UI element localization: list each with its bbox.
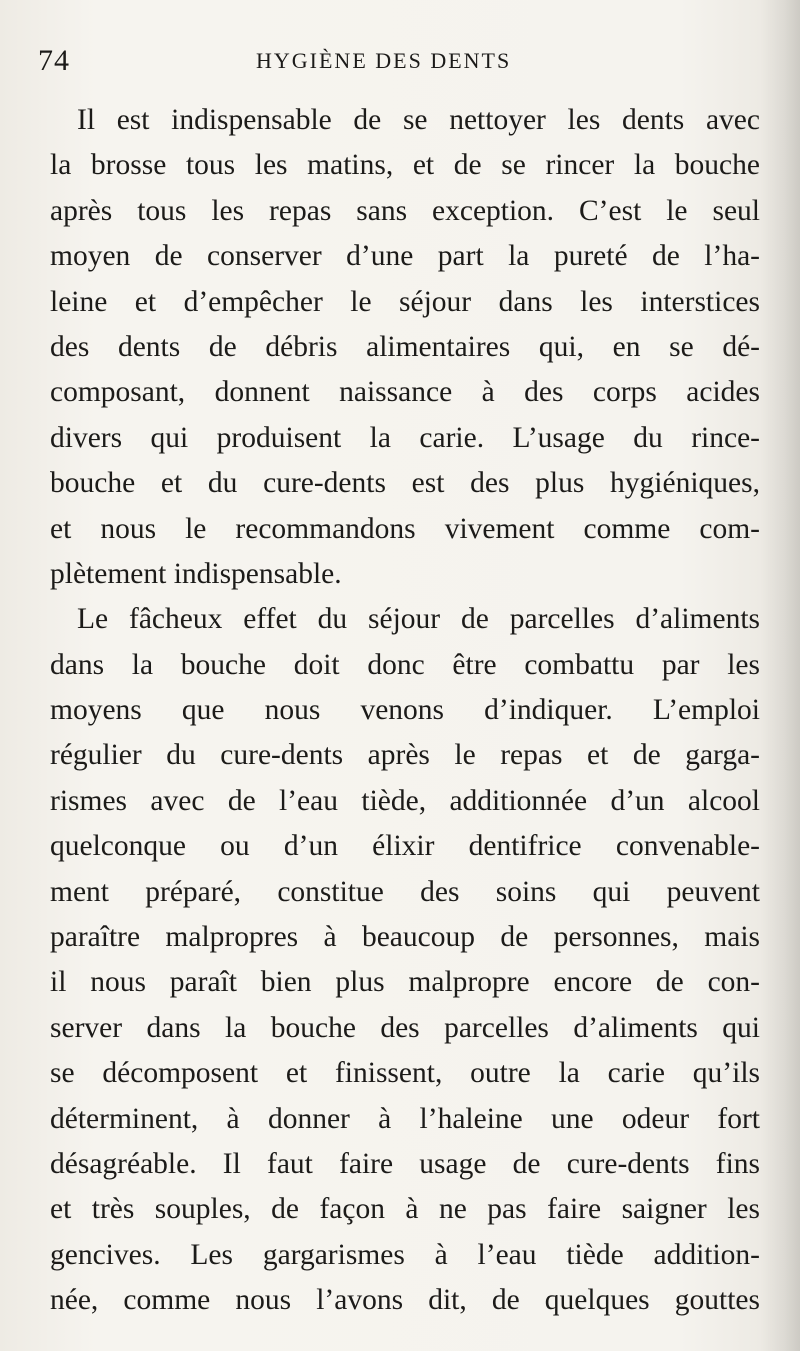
running-title: HYGIÈNE DES DENTS: [256, 48, 512, 73]
text-line: désagréable. Il faut faire usage de cure-dents fins: [50, 1147, 760, 1180]
text-line: gencives. Les gargarismes à l’eau tiède addition-: [50, 1238, 760, 1271]
text-line: née, comme nous l’avons dit, de quelques gouttes: [50, 1284, 760, 1317]
text-line: après tous les repas sans exception. C’est le seul: [50, 194, 760, 227]
body-text: [50, 98, 760, 1324]
text-line: divers qui produisent la carie. L’usage du rince-: [50, 421, 760, 454]
text-line: composant, donnent naissance à des corps acides: [50, 376, 760, 409]
page-header: [38, 44, 758, 84]
text-line: ment préparé, constitue des soins qui peuvent: [50, 875, 760, 908]
text-line: paraître malpropres à beaucoup de personnes, mais: [50, 921, 760, 954]
text-line: il nous paraît bien plus malpropre encore de con-: [50, 966, 760, 999]
text-line: bouche et du cure-dents est des plus hygiéniques,: [50, 467, 760, 500]
text-line: Le fâcheux effet du séjour de parcelles d’aliments: [77, 603, 760, 636]
text-line: se décomposent et finissent, outre la carie qu’ils: [50, 1057, 760, 1090]
text-line: et nous le recommandons vivement comme com-: [50, 512, 760, 545]
text-line: leine et d’empêcher le séjour dans les interstices: [50, 285, 760, 318]
text-line: moyens que nous venons d’indiquer. L’emploi: [50, 694, 760, 727]
text-line: dans la bouche doit donc être combattu par les: [50, 648, 760, 681]
page-number: 74: [38, 44, 70, 77]
text-line: la brosse tous les matins, et de se rincer la bouche: [50, 149, 760, 182]
text-line: plètement indispensable.: [50, 557, 342, 590]
text-line: Il est indispensable de se nettoyer les dents avec: [77, 104, 760, 136]
text-line: et très souples, de façon à ne pas faire saigner les: [50, 1193, 760, 1226]
text-line: déterminent, à donner à l’haleine une odeur fort: [50, 1102, 760, 1135]
text-line: moyen de conserver d’une part la pureté de l’ha-: [50, 240, 760, 273]
page-edge-shadow: [760, 0, 800, 1351]
text-line: régulier du cure-dents après le repas et de garga-: [50, 739, 760, 772]
text-line: des dents de débris alimentaires qui, en se dé-: [50, 330, 760, 363]
text-line: rismes avec de l’eau tiède, additionnée d’un alcool: [50, 784, 760, 817]
text-line: quelconque ou d’un élixir dentifrice convenable-: [50, 830, 760, 863]
text-line: server dans la bouche des parcelles d’aliments qui: [50, 1011, 760, 1044]
